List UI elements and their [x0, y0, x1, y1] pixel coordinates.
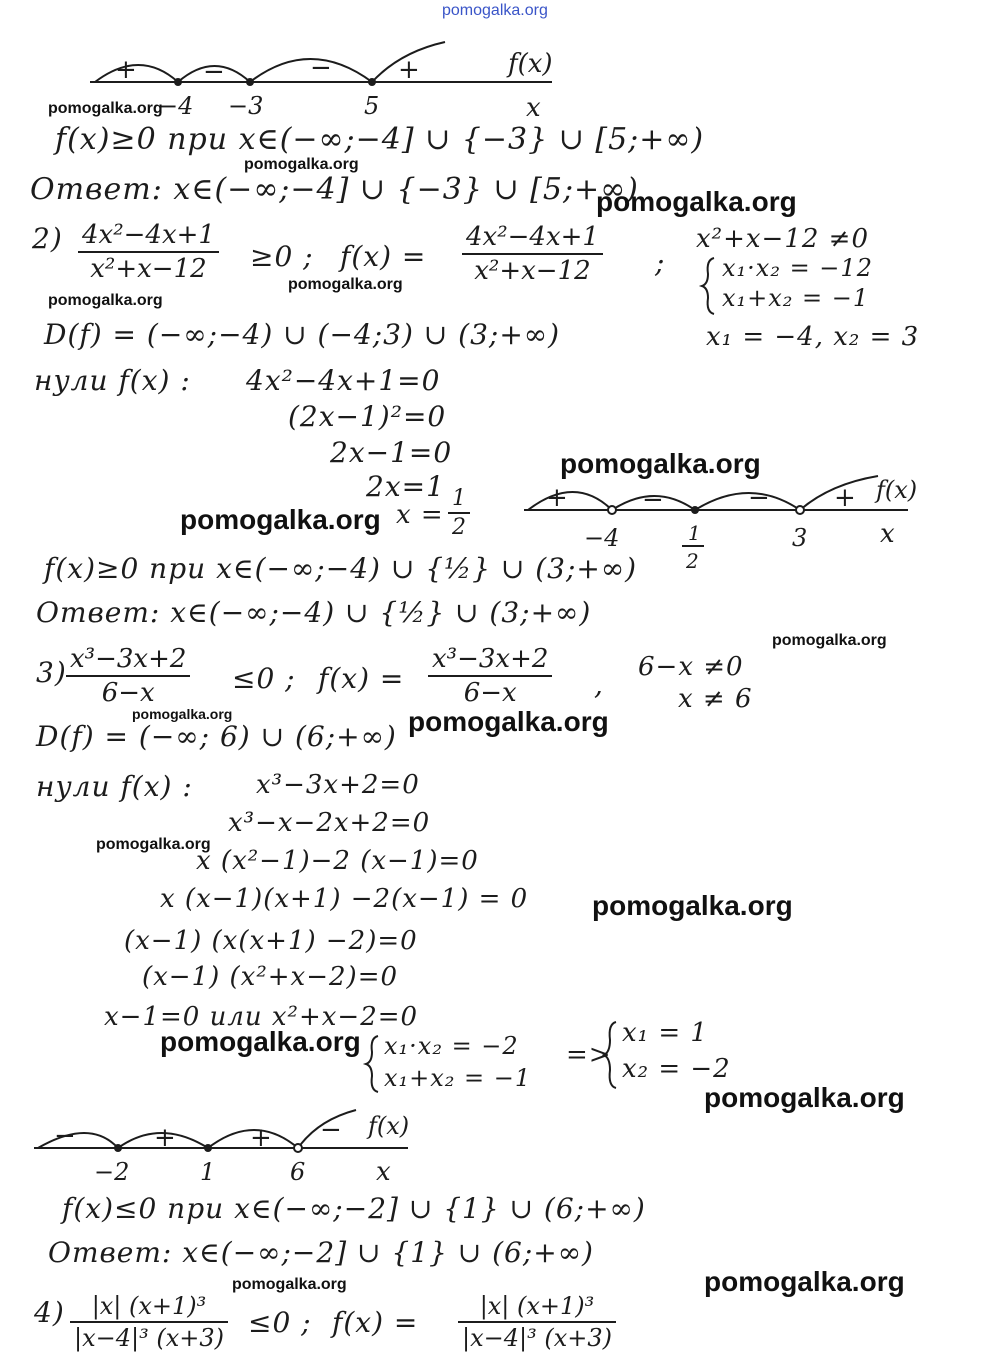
watermark-16: pomogalka.org — [232, 1276, 347, 1293]
part2-ineq-denominator: x²+x−12 — [90, 254, 207, 284]
part2-domain: D(f) = (−∞;−4) ∪ (−4;3) ∪ (3;+∞) — [44, 318, 561, 351]
axis2-point-3 — [796, 506, 804, 514]
watermark-5: pomogalka.org — [48, 292, 163, 309]
part2-roots: x₁ = −4, x₂ = 3 — [706, 322, 920, 352]
axis3-point-1 — [204, 1144, 212, 1152]
axis1-sign-3: − — [310, 53, 332, 83]
part2-condition: x²+x−12 ≠0 — [696, 224, 869, 254]
part3-condition-2: x ≠ 6 — [678, 684, 753, 714]
watermark-6: pomogalka.org — [560, 448, 761, 479]
watermark-top: pomogalka.org — [442, 2, 548, 19]
part2-ineq-numerator: 4x²−4x+1 — [82, 220, 215, 250]
part3-zero-step-6: (x−1) (x²+x−2)=0 — [142, 962, 399, 992]
part2-number: 2) — [32, 222, 63, 255]
axis3-point-6 — [294, 1144, 302, 1152]
axis2-func-label: f(x) — [876, 476, 918, 504]
axis2-sign-4: + — [834, 483, 856, 513]
axis1-tick-minus3: −3 — [228, 92, 264, 120]
part4-f-fraction — [458, 1292, 616, 1352]
axis3-tick-6: 6 — [290, 1158, 306, 1186]
part2-f-fraction — [462, 222, 603, 286]
part2-answer: Ответ: x∈(−∞;−4) ∪ {½} ∪ (3;+∞) — [36, 596, 592, 629]
axis2-tick-half-num: 1 — [688, 521, 701, 545]
watermark-13: pomogalka.org — [160, 1026, 361, 1057]
part4-ineq-numerator: |x| (x+1)³ — [91, 1292, 207, 1320]
axis3-sign-3: + — [250, 1123, 272, 1153]
axis1-var-label: x — [526, 93, 541, 123]
part3-vieta-product: x₁·x₂ = −2 — [384, 1032, 519, 1060]
part2-zero-step-1: 4x²−4x+1=0 — [246, 364, 441, 397]
part3-zero-step-3: x (x²−1)−2 (x−1)=0 — [196, 846, 479, 876]
watermark-10: pomogalka.org — [408, 706, 609, 737]
part3-zero-step-2: x³−x−2x+2=0 — [228, 808, 431, 838]
part3-f-lhs: f(x) = — [318, 662, 405, 695]
part3-zero-step-1: x³−3x+2=0 — [256, 770, 420, 800]
part3-zero-step-4: x (x−1)(x+1) −2(x−1) = 0 — [160, 884, 529, 914]
axis1-sign-1: + — [115, 55, 137, 85]
part2-f-numerator: 4x²−4x+1 — [466, 222, 599, 252]
axis3-tick-minus2: −2 — [94, 1158, 130, 1186]
axis2-tick-minus4: −4 — [584, 524, 620, 552]
part2-f-bar — [462, 253, 603, 255]
part3-answer: Ответ: x∈(−∞;−2] ∪ {1} ∪ (6;+∞) — [48, 1236, 594, 1269]
watermark-2: pomogalka.org — [244, 156, 359, 173]
part2-zero-step-3: 2x−1=0 — [330, 436, 453, 469]
part3-f-denominator: 6−x — [463, 678, 517, 708]
part2-ineq-bar — [78, 251, 219, 253]
part2-f-lhs: f(x) = — [340, 240, 427, 273]
part3-system-brace-left — [364, 1034, 384, 1094]
part2-zero-step-5-lhs: x = — [396, 500, 444, 530]
axis1-point-minus4 — [174, 78, 182, 86]
watermark-8: pomogalka.org — [772, 632, 887, 649]
part3-ineq-relation: ≤0 ; — [232, 662, 296, 695]
axis2-sign-1: + — [546, 483, 568, 513]
part2-vieta-product: x₁·x₂ = −12 — [722, 254, 873, 282]
part1-answer: Ответ: x∈(−∞;−4] ∪ {−3} ∪ [5;+∞) — [30, 172, 639, 207]
axis3-func-label: f(x) — [368, 1112, 410, 1140]
axis2-var-label: x — [880, 519, 895, 549]
watermark-3: pomogalka.org — [596, 186, 797, 217]
part2-system-brace — [700, 256, 720, 316]
part3-f-separator: , — [594, 668, 604, 701]
axis3-point-minus2 — [114, 1144, 122, 1152]
part4-number: 4) — [34, 1296, 65, 1329]
part2-f-separator: ; — [655, 246, 666, 279]
part3-implies-arrow: => — [566, 1040, 612, 1070]
part3-ineq-bar — [66, 675, 190, 677]
part4-f-lhs: f(x) = — [332, 1306, 419, 1339]
part3-root-2: x₂ = −2 — [622, 1054, 731, 1084]
watermark-9: pomogalka.org — [132, 706, 233, 722]
part4-f-denominator: |x−4|³ (x+3) — [462, 1324, 612, 1352]
axis2-point-minus4 — [608, 506, 616, 514]
axis1-sign-2: − — [203, 57, 225, 87]
part3-f-fraction — [428, 644, 552, 708]
part2-zeros-label: нули f(x) : — [34, 364, 191, 397]
axis1-func-label: f(x) — [508, 49, 553, 79]
axis3-tick-1: 1 — [200, 1158, 216, 1186]
watermark-1: pomogalka.org — [48, 100, 163, 117]
part3-zero-step-5: (x−1) (x(x+1) −2)=0 — [124, 926, 418, 956]
part2-zero-den: 2 — [452, 515, 466, 540]
watermark-11: pomogalka.org — [96, 836, 211, 853]
part2-ineq-relation: ≥0 ; — [250, 240, 314, 273]
axis3-sign-2: + — [154, 1123, 176, 1153]
number-line-3 — [0, 1100, 1000, 1190]
axis2-point-half — [691, 506, 699, 514]
axis3-arc-1 — [38, 1133, 118, 1148]
watermark-15: pomogalka.org — [704, 1266, 905, 1297]
part3-ineq-numerator: x³−3x+2 — [70, 644, 187, 674]
part3-condition-1: 6−x ≠0 — [638, 652, 744, 682]
part3-result: f(x)≤0 при x∈(−∞;−2] ∪ {1} ∪ (6;+∞) — [62, 1192, 646, 1225]
part3-inequality-fraction — [66, 644, 190, 708]
watermark-7: pomogalka.org — [180, 504, 381, 535]
part2-zero-num: 1 — [452, 486, 466, 511]
part2-f-denominator: x²+x−12 — [474, 256, 591, 286]
axis2-sign-3: − — [748, 483, 770, 513]
part3-zeros-label: нули f(x) : — [36, 770, 193, 803]
part3-root-1: x₁ = 1 — [622, 1018, 708, 1048]
axis1-tick-minus4: −4 — [158, 92, 194, 120]
part2-inequality-fraction — [78, 220, 219, 284]
part3-f-bar — [428, 675, 552, 677]
part3-zero-step-7: x−1=0 или x²+x−2=0 — [104, 1002, 419, 1032]
part3-number: 3) — [36, 656, 67, 689]
part4-ineq-bar — [70, 1321, 228, 1323]
axis2-sign-2: − — [642, 485, 664, 515]
part4-ineq-denominator: |x−4|³ (x+3) — [74, 1324, 224, 1352]
part4-f-bar — [458, 1321, 616, 1323]
part4-f-numerator: |x| (x+1)³ — [479, 1292, 595, 1320]
part1-result: f(x)≥0 при x∈(−∞;−4] ∪ {−3} ∪ [5;+∞) — [55, 122, 705, 157]
part2-result: f(x)≥0 при x∈(−∞;−4) ∪ {½} ∪ (3;+∞) — [44, 552, 638, 585]
part3-f-numerator: x³−3x+2 — [432, 644, 549, 674]
part4-ineq-relation: ≤0 ; — [248, 1306, 312, 1339]
part3-ineq-denominator: 6−x — [101, 678, 155, 708]
watermark-4: pomogalka.org — [288, 276, 403, 293]
axis3-sign-1: − — [54, 1121, 76, 1151]
axis1-tick-5: 5 — [364, 92, 380, 120]
axis2-tick-half-den: 2 — [686, 549, 699, 573]
part3-system-brace-right — [602, 1020, 622, 1090]
part2-zero-step-4: 2x=1 — [366, 470, 445, 503]
axis2-tick-3: 3 — [792, 524, 808, 552]
part4-inequality-fraction — [70, 1292, 228, 1352]
axis1-point-minus3 — [246, 78, 254, 86]
axis1-point-5 — [368, 78, 376, 86]
part3-domain: D(f) = (−∞; 6) ∪ (6;+∞) — [36, 720, 397, 753]
watermark-14: pomogalka.org — [704, 1082, 905, 1113]
axis2-arc-1 — [528, 492, 612, 510]
part3-vieta-sum: x₁+x₂ = −1 — [384, 1064, 532, 1092]
axis3-var-label: x — [376, 1157, 391, 1187]
axis1-sign-4: + — [398, 55, 420, 85]
watermark-12: pomogalka.org — [592, 890, 793, 921]
axis3-sign-4: − — [320, 1115, 342, 1145]
part2-vieta-sum: x₁+x₂ = −1 — [722, 284, 870, 312]
part2-zero-step-2: (2x−1)²=0 — [288, 400, 447, 433]
